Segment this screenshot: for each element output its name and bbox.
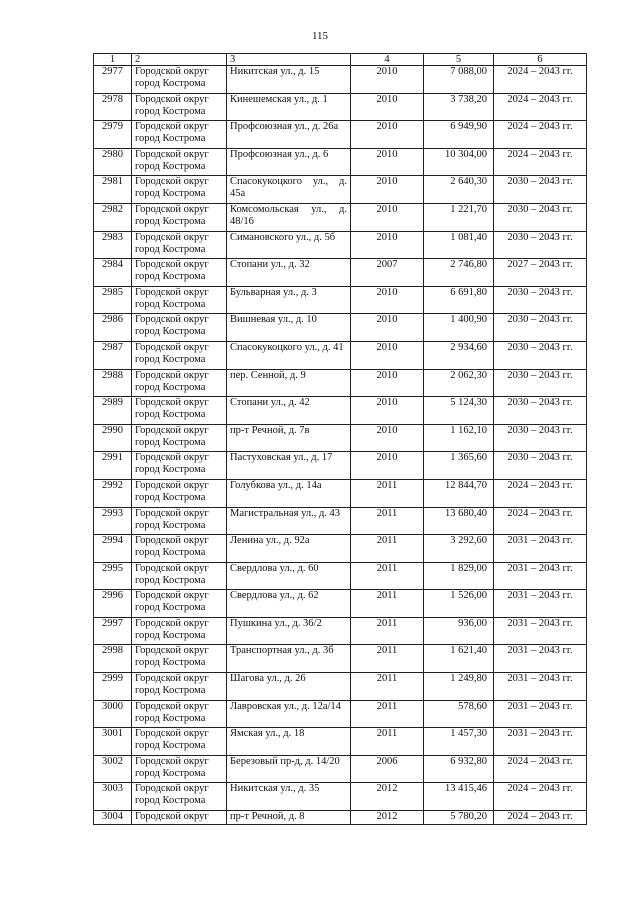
period-cell: 2024 – 2043 гг. — [494, 811, 587, 825]
year-cell: 2010 — [351, 121, 424, 149]
owner-cell: Городской округ город Кострома — [132, 783, 227, 811]
table-row — [94, 590, 587, 618]
row-number: 2983 — [94, 231, 132, 259]
row-number: 3001 — [94, 728, 132, 756]
header-col-5: 5 — [424, 54, 494, 66]
year-cell: 2011 — [351, 507, 424, 535]
year-cell: 2010 — [351, 231, 424, 259]
address-cell: Транспортная ул., д. 3б — [227, 645, 351, 673]
row-number: 2991 — [94, 452, 132, 480]
owner-cell: Городской округ город Кострома — [132, 93, 227, 121]
table-header — [94, 54, 587, 66]
year-cell: 2011 — [351, 673, 424, 701]
table-row — [94, 783, 587, 811]
amount-cell: 1 162,10 — [424, 424, 494, 452]
year-cell: 2010 — [351, 424, 424, 452]
address-cell: Спасокукоцкого ул., д. 41 — [227, 341, 351, 369]
row-number: 2982 — [94, 203, 132, 231]
row-number: 2988 — [94, 369, 132, 397]
year-cell: 2010 — [351, 176, 424, 204]
amount-cell: 6 949,90 — [424, 121, 494, 149]
year-cell: 2010 — [351, 369, 424, 397]
owner-cell: Городской округ город Кострома — [132, 397, 227, 425]
row-number: 2981 — [94, 176, 132, 204]
amount-cell: 1 365,60 — [424, 452, 494, 480]
address-cell: Лавровская ул., д. 12а/14 — [227, 700, 351, 728]
amount-cell: 6 932,80 — [424, 755, 494, 783]
year-cell: 2010 — [351, 314, 424, 342]
address-cell: Никитская ул., д. 35 — [227, 783, 351, 811]
amount-cell: 5 780,20 — [424, 811, 494, 825]
amount-cell: 2 934,60 — [424, 341, 494, 369]
amount-cell: 2 062,30 — [424, 369, 494, 397]
period-cell: 2024 – 2043 гг. — [494, 93, 587, 121]
row-number: 2985 — [94, 286, 132, 314]
address-cell: Кинешемская ул., д. 1 — [227, 93, 351, 121]
row-number: 2997 — [94, 617, 132, 645]
table-row — [94, 562, 587, 590]
period-cell: 2024 – 2043 гг. — [494, 479, 587, 507]
address-cell: пр-т Речной, д. 8 — [227, 811, 351, 825]
period-cell: 2030 – 2043 гг. — [494, 452, 587, 480]
address-cell: Вишневая ул., д. 10 — [227, 314, 351, 342]
register-table — [93, 53, 587, 825]
address-cell: Комсомольская ул., д. 48/16 — [227, 203, 351, 231]
table-row — [94, 286, 587, 314]
row-number: 2999 — [94, 673, 132, 701]
year-cell: 2011 — [351, 700, 424, 728]
address-cell: Никитская ул., д. 15 — [227, 66, 351, 94]
row-number: 3000 — [94, 700, 132, 728]
row-number: 2987 — [94, 341, 132, 369]
period-cell: 2024 – 2043 гг. — [494, 755, 587, 783]
period-cell: 2031 – 2043 гг. — [494, 728, 587, 756]
period-cell: 2024 – 2043 гг. — [494, 121, 587, 149]
row-number: 2993 — [94, 507, 132, 535]
header-col-3: 3 — [227, 54, 351, 66]
table-row — [94, 617, 587, 645]
header-row — [94, 54, 587, 66]
table-row — [94, 148, 587, 176]
amount-cell: 2 640,30 — [424, 176, 494, 204]
amount-cell: 578,60 — [424, 700, 494, 728]
table-row — [94, 811, 587, 825]
period-cell: 2030 – 2043 гг. — [494, 176, 587, 204]
year-cell: 2010 — [351, 452, 424, 480]
owner-cell: Городской округ город Кострома — [132, 479, 227, 507]
year-cell: 2010 — [351, 203, 424, 231]
owner-cell: Городской округ город Кострома — [132, 369, 227, 397]
amount-cell: 1 221,70 — [424, 203, 494, 231]
table-row — [94, 93, 587, 121]
owner-cell: Городской округ город Кострома — [132, 66, 227, 94]
table-row — [94, 424, 587, 452]
period-cell: 2030 – 2043 гг. — [494, 314, 587, 342]
address-cell: Березовый пр-д, д. 14/20 — [227, 755, 351, 783]
period-cell: 2024 – 2043 гг. — [494, 507, 587, 535]
owner-cell: Городской округ город Кострома — [132, 700, 227, 728]
amount-cell: 7 088,00 — [424, 66, 494, 94]
header-col-6: 6 — [494, 54, 587, 66]
period-cell: 2030 – 2043 гг. — [494, 286, 587, 314]
row-number: 3003 — [94, 783, 132, 811]
year-cell: 2010 — [351, 286, 424, 314]
table-row — [94, 369, 587, 397]
address-cell: Свердлова ул., д. 62 — [227, 590, 351, 618]
period-cell: 2031 – 2043 гг. — [494, 673, 587, 701]
period-cell: 2027 – 2043 гг. — [494, 259, 587, 287]
table-row — [94, 397, 587, 425]
amount-cell: 6 691,80 — [424, 286, 494, 314]
amount-cell: 3 292,60 — [424, 535, 494, 563]
owner-cell: Городской округ город Кострома — [132, 424, 227, 452]
period-cell: 2030 – 2043 гг. — [494, 397, 587, 425]
address-cell: пер. Сенной, д. 9 — [227, 369, 351, 397]
table-row — [94, 645, 587, 673]
owner-cell: Городской округ город Кострома — [132, 176, 227, 204]
row-number: 2992 — [94, 479, 132, 507]
owner-cell: Городской округ город Кострома — [132, 148, 227, 176]
amount-cell: 3 738,20 — [424, 93, 494, 121]
owner-cell: Городской округ город Кострома — [132, 203, 227, 231]
owner-cell: Городской округ город Кострома — [132, 507, 227, 535]
owner-cell: Городской округ город Кострома — [132, 645, 227, 673]
period-cell: 2030 – 2043 гг. — [494, 424, 587, 452]
amount-cell: 1 081,40 — [424, 231, 494, 259]
owner-cell: Городской округ город Кострома — [132, 286, 227, 314]
year-cell: 2006 — [351, 755, 424, 783]
year-cell: 2010 — [351, 397, 424, 425]
header-col-2: 2 — [132, 54, 227, 66]
address-cell: Профсоюзная ул., д. 6 — [227, 148, 351, 176]
year-cell: 2010 — [351, 93, 424, 121]
table-row — [94, 314, 587, 342]
address-cell: Ямская ул., д. 18 — [227, 728, 351, 756]
row-number: 2996 — [94, 590, 132, 618]
header-col-4: 4 — [351, 54, 424, 66]
address-cell: Бульварная ул., д. 3 — [227, 286, 351, 314]
row-number: 2977 — [94, 66, 132, 94]
period-cell: 2024 – 2043 гг. — [494, 66, 587, 94]
owner-cell: Городской округ город Кострома — [132, 341, 227, 369]
period-cell: 2031 – 2043 гг. — [494, 645, 587, 673]
row-number: 2998 — [94, 645, 132, 673]
table-row — [94, 700, 587, 728]
address-cell: Голубкова ул., д. 14а — [227, 479, 351, 507]
table-row — [94, 479, 587, 507]
amount-cell: 10 304,00 — [424, 148, 494, 176]
table-row — [94, 121, 587, 149]
row-number: 2990 — [94, 424, 132, 452]
year-cell: 2012 — [351, 811, 424, 825]
table-row — [94, 341, 587, 369]
owner-cell: Городской округ город Кострома — [132, 728, 227, 756]
amount-cell: 2 746,80 — [424, 259, 494, 287]
address-cell: Стопани ул., д. 42 — [227, 397, 351, 425]
address-cell: Стопани ул., д. 32 — [227, 259, 351, 287]
year-cell: 2007 — [351, 259, 424, 287]
address-cell: Свердлова ул., д. 60 — [227, 562, 351, 590]
address-cell: Профсоюзная ул., д. 26а — [227, 121, 351, 149]
table-row — [94, 755, 587, 783]
amount-cell: 1 829,00 — [424, 562, 494, 590]
year-cell: 2011 — [351, 645, 424, 673]
row-number: 2986 — [94, 314, 132, 342]
period-cell: 2031 – 2043 гг. — [494, 700, 587, 728]
table-row — [94, 66, 587, 94]
table-row — [94, 231, 587, 259]
amount-cell: 1 400,90 — [424, 314, 494, 342]
amount-cell: 936,00 — [424, 617, 494, 645]
address-cell: Ленина ул., д. 92а — [227, 535, 351, 563]
owner-cell: Городской округ город Кострома — [132, 121, 227, 149]
address-cell: пр-т Речной, д. 7в — [227, 424, 351, 452]
row-number: 2980 — [94, 148, 132, 176]
year-cell: 2010 — [351, 148, 424, 176]
period-cell: 2031 – 2043 гг. — [494, 562, 587, 590]
table-row — [94, 535, 587, 563]
table-row — [94, 728, 587, 756]
period-cell: 2030 – 2043 гг. — [494, 231, 587, 259]
year-cell: 2011 — [351, 728, 424, 756]
owner-cell: Городской округ город Кострома — [132, 617, 227, 645]
row-number: 2994 — [94, 535, 132, 563]
owner-cell: Городской округ город Кострома — [132, 452, 227, 480]
table-row — [94, 176, 587, 204]
period-cell: 2030 – 2043 гг. — [494, 203, 587, 231]
table-row — [94, 673, 587, 701]
year-cell: 2011 — [351, 535, 424, 563]
period-cell: 2031 – 2043 гг. — [494, 617, 587, 645]
address-cell: Симановского ул., д. 5б — [227, 231, 351, 259]
year-cell: 2011 — [351, 479, 424, 507]
address-cell: Шагова ул., д. 26 — [227, 673, 351, 701]
period-cell: 2031 – 2043 гг. — [494, 590, 587, 618]
owner-cell: Городской округ город Кострома — [132, 314, 227, 342]
owner-cell: Городской округ город Кострома — [132, 231, 227, 259]
amount-cell: 1 457,30 — [424, 728, 494, 756]
row-number: 2979 — [94, 121, 132, 149]
address-cell: Магистральная ул., д. 43 — [227, 507, 351, 535]
amount-cell: 12 844,70 — [424, 479, 494, 507]
owner-cell: Городской округ город Кострома — [132, 535, 227, 563]
owner-cell: Городской округ город Кострома — [132, 590, 227, 618]
owner-cell: Городской округ — [132, 811, 227, 825]
table-row — [94, 452, 587, 480]
row-number: 3004 — [94, 811, 132, 825]
year-cell: 2010 — [351, 66, 424, 94]
period-cell: 2030 – 2043 гг. — [494, 369, 587, 397]
period-cell: 2031 – 2043 гг. — [494, 535, 587, 563]
year-cell: 2011 — [351, 590, 424, 618]
year-cell: 2010 — [351, 341, 424, 369]
amount-cell: 13 680,40 — [424, 507, 494, 535]
owner-cell: Городской округ город Кострома — [132, 259, 227, 287]
amount-cell: 1 249,80 — [424, 673, 494, 701]
amount-cell: 1 621,40 — [424, 645, 494, 673]
owner-cell: Городской округ город Кострома — [132, 755, 227, 783]
year-cell: 2012 — [351, 783, 424, 811]
table-row — [94, 259, 587, 287]
row-number: 2989 — [94, 397, 132, 425]
owner-cell: Городской округ город Кострома — [132, 673, 227, 701]
amount-cell: 1 526,00 — [424, 590, 494, 618]
address-cell: Пастуховская ул., д. 17 — [227, 452, 351, 480]
table-row — [94, 507, 587, 535]
year-cell: 2011 — [351, 617, 424, 645]
period-cell: 2024 – 2043 гг. — [494, 148, 587, 176]
header-col-1: 1 — [94, 54, 132, 66]
page-number: 115 — [311, 30, 329, 42]
table-row — [94, 203, 587, 231]
row-number: 2995 — [94, 562, 132, 590]
address-cell: Спасокукоцкого ул., д. 45а — [227, 176, 351, 204]
table-body — [94, 66, 587, 825]
period-cell: 2024 – 2043 гг. — [494, 783, 587, 811]
address-cell: Пушкина ул., д. 36/2 — [227, 617, 351, 645]
row-number: 3002 — [94, 755, 132, 783]
period-cell: 2030 – 2043 гг. — [494, 341, 587, 369]
row-number: 2978 — [94, 93, 132, 121]
amount-cell: 13 415,46 — [424, 783, 494, 811]
year-cell: 2011 — [351, 562, 424, 590]
owner-cell: Городской округ город Кострома — [132, 562, 227, 590]
amount-cell: 5 124,30 — [424, 397, 494, 425]
row-number: 2984 — [94, 259, 132, 287]
